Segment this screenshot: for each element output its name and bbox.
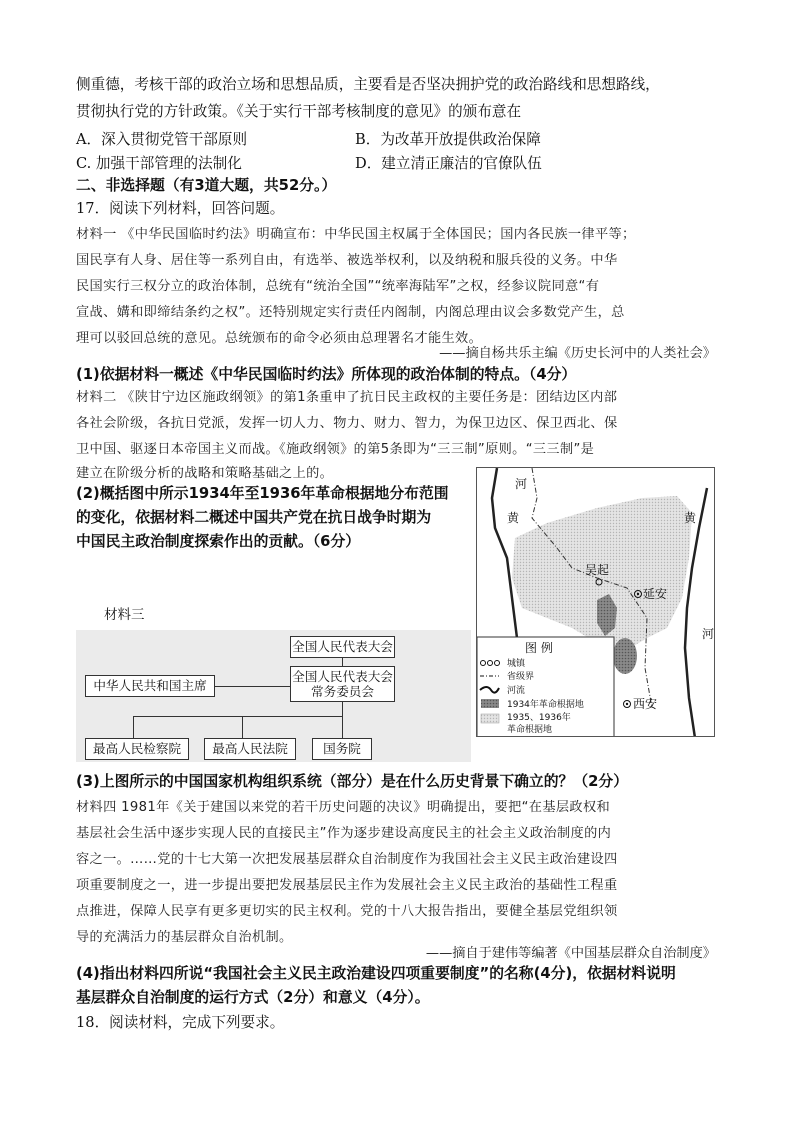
- material2-line: 建立在阶级分析的战略和策略基础之上的。: [76, 466, 334, 481]
- city-icon: [637, 593, 639, 595]
- material2-line: 卫中国、驱逐日本帝国主义而战。《施政纲领》的第5条即为“三三制”原则。“三三制”是: [76, 442, 595, 457]
- president-box: 中华人民共和国主席: [85, 675, 215, 697]
- legend-item: 河流: [507, 686, 526, 696]
- q16-option-d: D．建立清正廉洁的官僚队伍: [355, 155, 542, 172]
- material1-source: ——摘自杨共乐主编《历史长河中的人类社会》: [439, 346, 716, 361]
- material4-line: 容之一。……党的十七大第一次把发展基层群众自治制度作为我国社会主义民主政治建设四: [76, 852, 618, 867]
- base-area-1934: [613, 638, 637, 674]
- connector: [242, 716, 243, 738]
- connector: [133, 716, 342, 717]
- base-area-1935-1936: [651, 540, 669, 552]
- material4-source: ——摘自于建伟等编著《中国基层群众自治制度》: [425, 946, 716, 961]
- material2-line: 材料二 《陕甘宁边区施政纲领》的第1条重申了抗日民主政权的主要任务是：团结边区内部: [76, 390, 618, 405]
- map-label-river-top: 河: [515, 477, 528, 491]
- legend-item: 1934年革命根据地: [507, 700, 584, 710]
- legend-item: 革命根据地: [507, 725, 553, 735]
- material2-line: 各社会阶级，各抗日党派，发挥一切人力、物力、财力、智力，为保卫边区、保卫西北、保: [76, 416, 618, 431]
- q17-sub3: (3)上图所示的中国国家机构组织系统（部分）是在什么历史背景下确立的？（2分）: [76, 773, 629, 790]
- section-heading: 二、非选择题（有3道大题，共52分。）: [76, 177, 337, 194]
- legend-item: 1935、1936年: [507, 713, 571, 723]
- material4-line: 导的充满活力的基层群众自治机制。: [76, 930, 293, 945]
- yellow-river: [492, 468, 517, 638]
- material4-line: 材料四 1981年《关于建国以来党的若干历史问题的决议》明确提出，要把“在基层政权和: [76, 800, 611, 815]
- material1-line: 理可以驳回总统的意见。总统颁布的命令必须由总理署名才能生效。: [76, 331, 483, 346]
- map-figure: [477, 468, 715, 737]
- map-label-river-right: 河: [702, 627, 715, 641]
- q17-sub2-line: (2)概括图中所示1934年至1936年革命根据地分布范围: [76, 485, 449, 502]
- q17-intro: 17．阅读下列材料，回答问题。: [76, 200, 285, 217]
- material1-line: 民国实行三权分立的政治体制，总统有“统治全国”“统率海陆军”之权，经参议院同意“有: [76, 279, 600, 294]
- connector: [342, 716, 343, 738]
- material3-label: 材料三: [104, 607, 145, 623]
- map-label-wuqi: 吴起: [585, 563, 610, 577]
- map-label-huang-right: 黄: [684, 511, 697, 525]
- q16-option-c: C. 加强干部管理的法制化: [76, 155, 242, 172]
- material1-line: 材料一 《中华民国临时约法》明确宣布：中华民国主权属于全体国民；国内各民族一律平等；: [76, 227, 636, 242]
- q17-sub4-line: 基层群众自治制度的运行方式（2分）和意义（4分）。: [76, 989, 430, 1006]
- q16-option-a: A．深入贯彻党管干部原则: [76, 131, 248, 148]
- standing-committee-line2: 常务委员会: [311, 684, 374, 699]
- legend-title: 图 例: [525, 641, 553, 655]
- connector: [342, 658, 343, 666]
- q16-stem-line: 贯彻执行党的方针政策。《关于实行干部考核制度的意见》的颁布意在: [76, 103, 522, 120]
- q18-intro: 18．阅读材料，完成下列要求。: [76, 1014, 285, 1031]
- map-label-xian: 西安: [633, 697, 658, 711]
- base-area-map: [476, 467, 715, 737]
- court-box: 最高人民法院: [204, 738, 296, 760]
- material4-line: 点推进，保障人民享有更多更切实的民主权利。党的十八大报告指出，要健全基层党组织领: [76, 904, 618, 919]
- state-council-box: 国务院: [312, 738, 372, 760]
- map-label-yanan: 延安: [643, 587, 668, 601]
- map-label-huang-left: 黄: [507, 511, 520, 525]
- material4-line: 基层社会生活中逐步实现人民的直接民主”作为逐步建设高度民主的社会主义政治制度的内: [76, 826, 612, 841]
- legend-item: 城镇: [507, 659, 526, 669]
- base-area-1935-1936: [618, 515, 636, 525]
- procuratorate-box: 最高人民检察院: [85, 738, 189, 760]
- material1-line: 国民享有人身、居住等一系列自由，有选举、被选举权利，以及纳税和服兵役的义务。中华: [76, 253, 618, 268]
- material4-line: 项重要制度之一，进一步提出要把发展基层民主作为发展社会主义民主政治的基础性工程重: [76, 878, 618, 893]
- material1-line: 宣战、媾和即缔结条约之权”。还特别规定实行责任内阁制，内阁总理由议会多数党产生，总: [76, 305, 625, 320]
- npc-box: 全国人民代表大会: [290, 636, 395, 658]
- q17-sub1: (1)依据材料一概述《中华民国临时约法》所体现的政治体制的特点。（4分）: [76, 366, 577, 383]
- q17-sub2-line: 的变化，依据材料二概述中国共产党在抗日战争时期为: [76, 509, 432, 526]
- q16-option-b: B．为改革开放提供政治保障: [355, 131, 541, 148]
- q17-sub4-line: (4)指出材料四所说“我国社会主义民主政治建设四项重要制度”的名称(4分)，依据材料说明: [76, 965, 676, 982]
- connector: [215, 686, 290, 687]
- connector: [342, 702, 343, 716]
- standing-committee-box: [290, 666, 395, 702]
- connector: [133, 716, 134, 738]
- legend-item: 省级界: [507, 672, 535, 682]
- standing-committee-line1: 全国人民代表大会: [292, 669, 393, 684]
- q16-stem-line: 侧重德，考核干部的政治立场和思想品质，主要看是否坚决拥护党的政治路线和思想路线，: [76, 76, 660, 93]
- city-icon: [626, 703, 628, 705]
- q17-sub2-line: 中国民主政治制度探索作出的贡献。（6分）: [76, 533, 361, 550]
